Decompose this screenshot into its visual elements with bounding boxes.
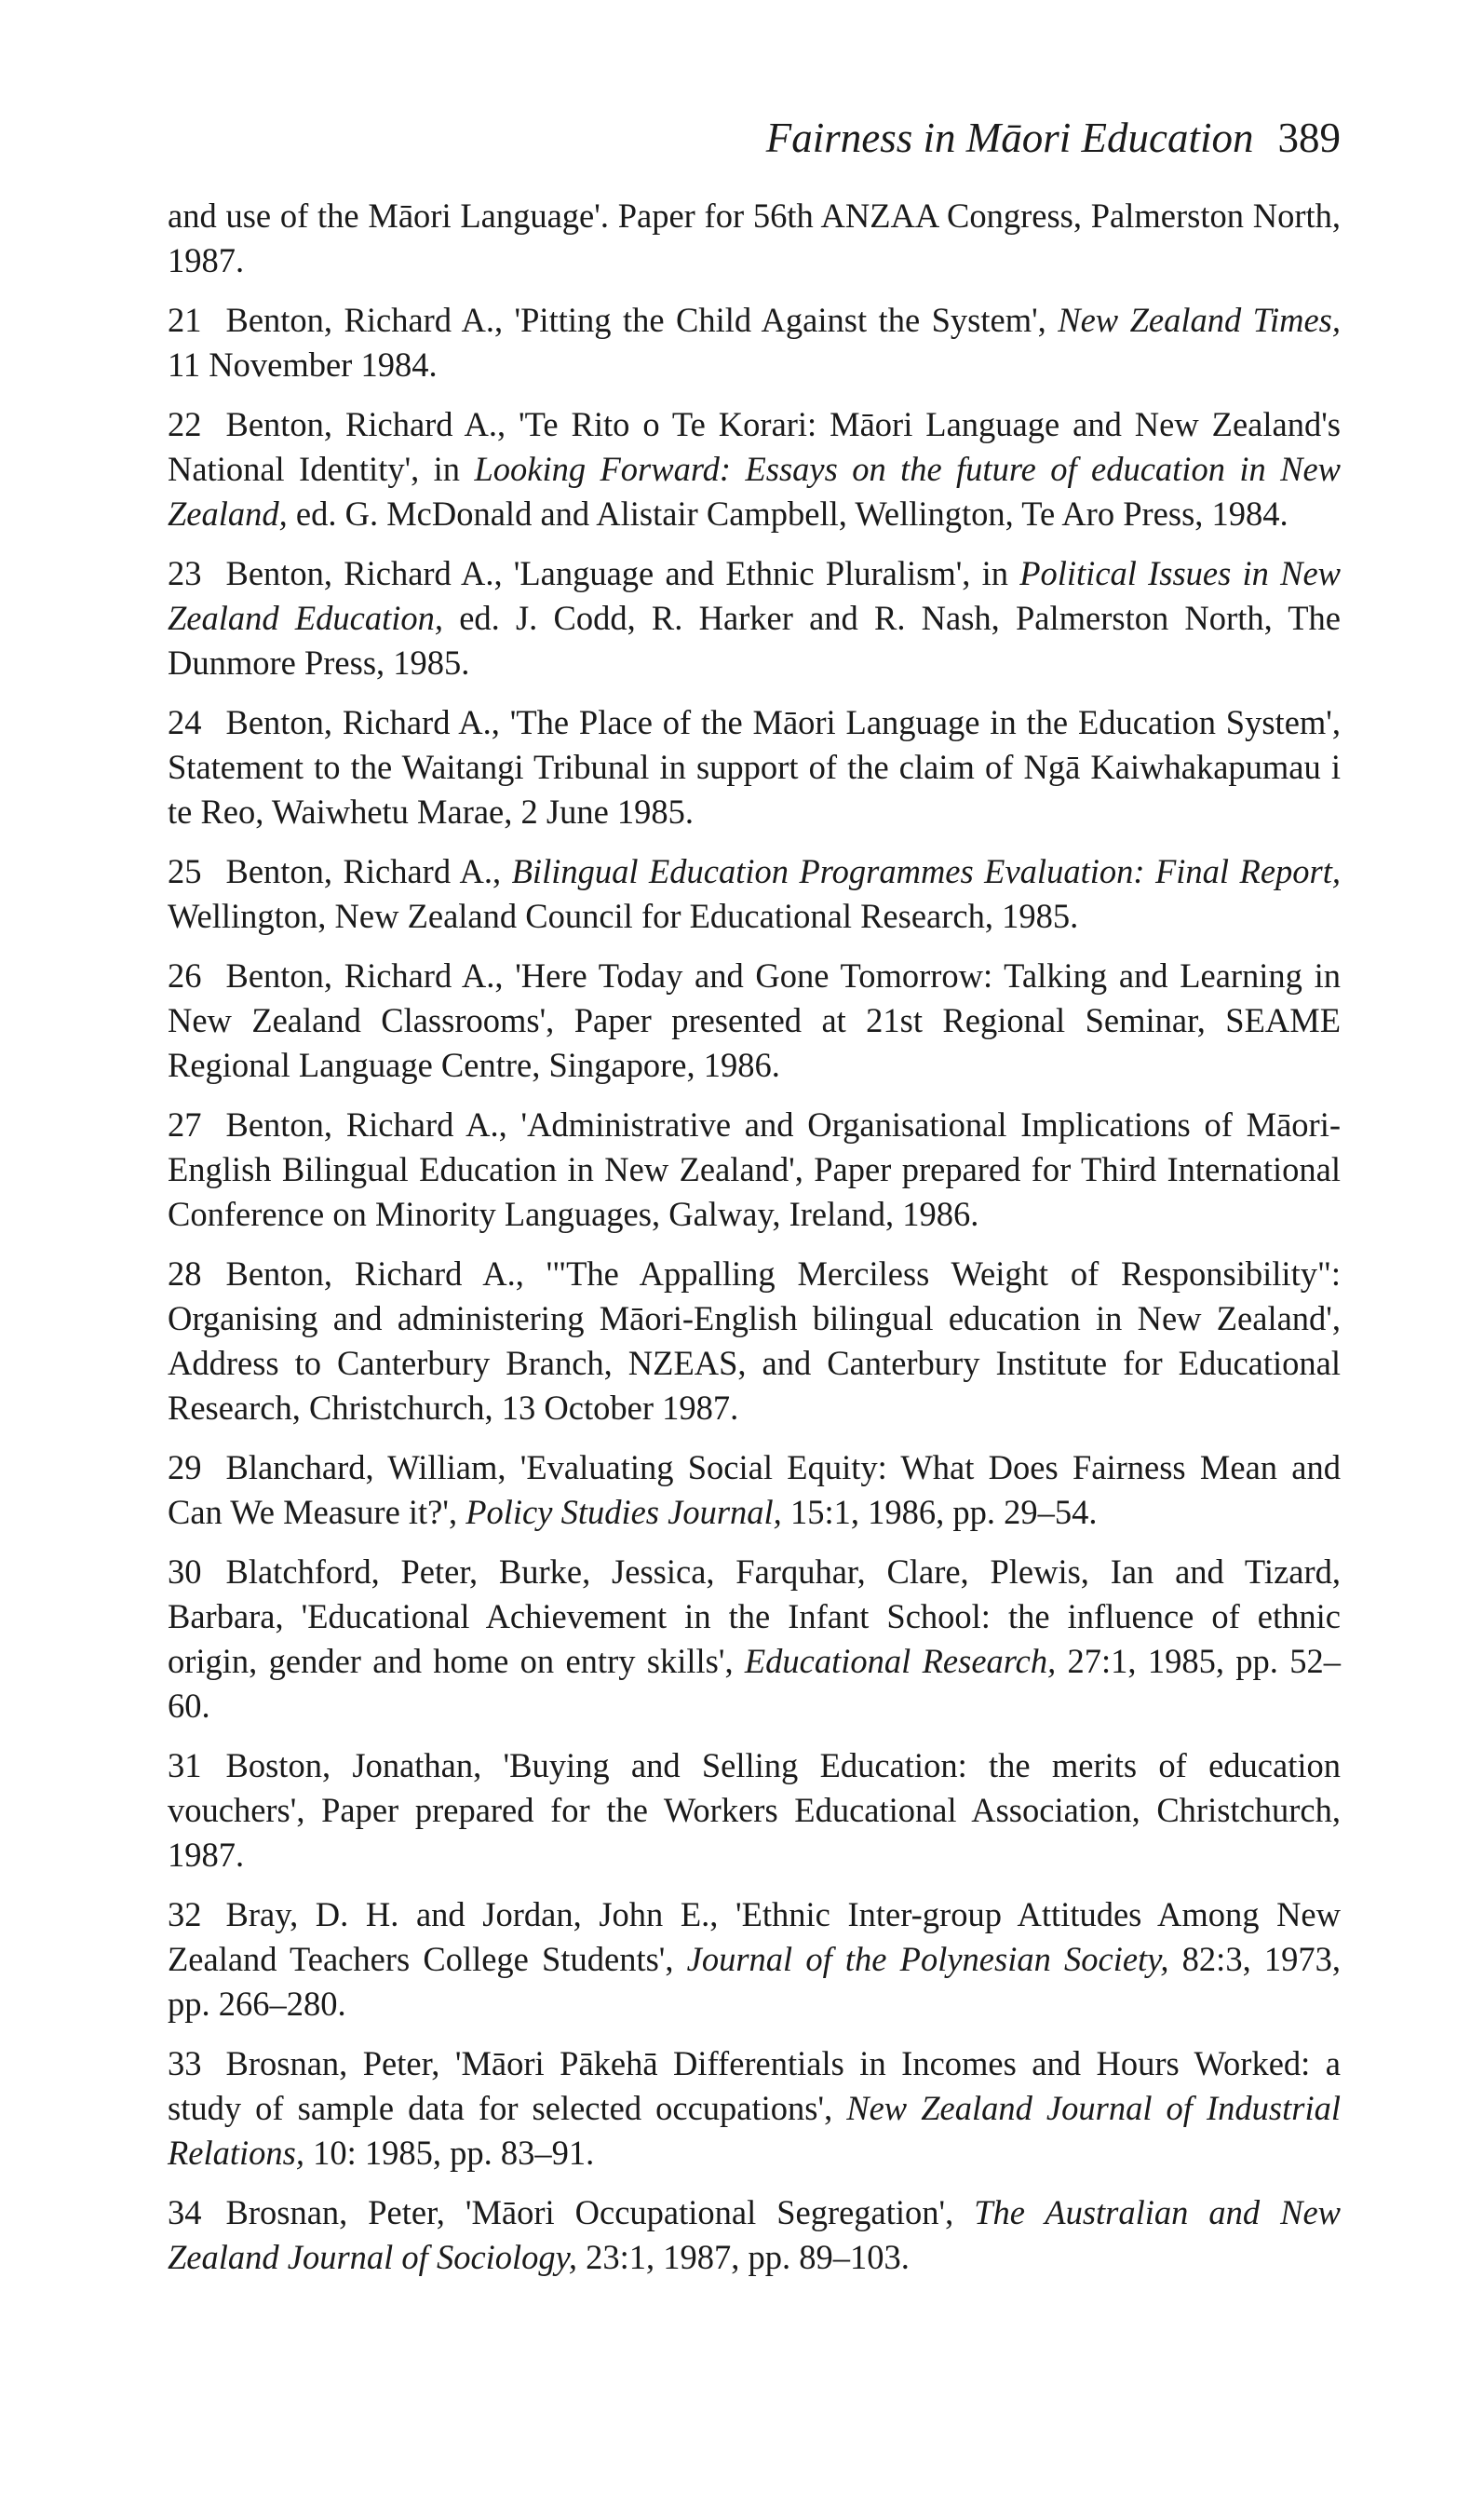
reference-title-italic: The Australian and New Zealand Journal of Sociology, xyxy=(168,2193,1342,2276)
reference-entry xyxy=(168,298,1341,387)
reference-entry xyxy=(168,2041,1341,2176)
reference-number: 29 xyxy=(168,1448,202,1486)
reference-number: 24 xyxy=(168,703,202,741)
reference-number: 21 xyxy=(168,301,202,339)
reference-number: 22 xyxy=(168,405,202,443)
reference-title-italic: Political Issues in New Zealand Education, xyxy=(168,554,1341,637)
reference-text: Brosnan, Peter, 'Māori Occupational Segregation', xyxy=(225,2193,975,2231)
reference-text: 11 November 1984. xyxy=(168,346,438,384)
reference-text: Benton, Richard A., 'The Place of the Māori Language in the Education System', Statement to the Waitangi Tribunal in support of the claim of Ngā Kaiwhakapumau i te Reo, Waiwhetu Marae, 2 June 1985. xyxy=(168,703,1341,831)
reference-text: 27:1, 1985, pp. 52–60. xyxy=(168,1642,1341,1725)
reference-title-italic: Bilingual Education Programmes Evaluation: Final Report, xyxy=(511,852,1342,890)
reference-text: Boston, Jonathan, 'Buying and Selling Education: the merits of education vouchers', Paper prepared for the Workers Educational Association, Christchurch, 1987. xyxy=(168,1746,1341,1874)
reference-text: ed. G. McDonald and Alistair Campbell, Wellington, Te Aro Press, 1984. xyxy=(287,495,1288,533)
reference-text: Benton, Richard A., 'Language and Ethnic Pluralism', in xyxy=(225,554,1020,592)
reference-list xyxy=(168,194,1341,2295)
reference-number: 25 xyxy=(168,852,202,890)
reference-number: 32 xyxy=(168,1895,202,1933)
reference-entry xyxy=(168,700,1341,834)
reference-title-italic: Journal of the Polynesian Society, xyxy=(686,1940,1169,1978)
reference-text: 10: 1985, pp. 83–91. xyxy=(304,2134,595,2172)
page-number: 389 xyxy=(1277,115,1341,161)
reference-text: Wellington, New Zealand Council for Educational Research, 1985. xyxy=(168,897,1079,935)
reference-text: Blanchard, William, 'Evaluating Social Equity: What Does Fairness Mean and Can We Measure it?', xyxy=(168,1448,1341,1531)
reference-text: Benton, Richard A., 'Te Rito o Te Korari: Māori Language and New Zealand's National Identity', in xyxy=(168,405,1341,488)
reference-text: Blatchford, Peter, Burke, Jessica, Farquhar, Clare, Plewis, Ian and Tizard, Barbara, 'Educational Achievement in the Infant School: the influence of ethnic origin, gender and home on entry skills', xyxy=(168,1552,1341,1680)
reference-number: 33 xyxy=(168,2044,202,2082)
reference-text: and use of the Māori Language'. Paper for 56th ANZAA Congress, Palmerston North, 1987. xyxy=(168,197,1341,279)
reference-text: 15:1, 1986, pp. 29–54. xyxy=(781,1493,1098,1531)
reference-number: 31 xyxy=(168,1746,202,1784)
reference-entry xyxy=(168,1743,1341,1878)
reference-title-italic: Policy Studies Journal, xyxy=(465,1493,782,1531)
reference-entry xyxy=(168,551,1341,685)
reference-text: Benton, Richard A., 'Pitting the Child Against the System', xyxy=(225,301,1059,339)
reference-text: 82:3, 1973, pp. 266–280. xyxy=(168,1940,1341,2023)
running-head xyxy=(168,110,1341,166)
reference-title-italic: New Zealand Journal of Industrial Relations, xyxy=(168,2089,1341,2172)
reference-text: 23:1, 1987, pp. 89–103. xyxy=(577,2238,910,2276)
reference-text: Brosnan, Peter, 'Māori Pākehā Differentials in Incomes and Hours Worked: a study of sample data for selected occupations', xyxy=(168,2044,1341,2127)
reference-text: Benton, Richard A., 'Here Today and Gone Tomorrow: Talking and Learning in New Zealand Classrooms', Paper presented at 21st Regional Seminar, SEAME Regional Language Centre, Singapore, 1986. xyxy=(168,956,1341,1084)
reference-entry xyxy=(168,1252,1341,1430)
reference-number: 28 xyxy=(168,1254,202,1293)
reference-number: 26 xyxy=(168,956,202,995)
reference-entry xyxy=(168,849,1341,939)
reference-entry xyxy=(168,194,1341,283)
reference-text: Benton, Richard A., xyxy=(225,852,512,890)
reference-text: Benton, Richard A., 'Administrative and Organisational Implications of Māori-English Bilingual Education in New Zealand', Paper prepared for Third International Conference on Minority Languages, Galway, Ireland, 1986. xyxy=(168,1105,1341,1233)
reference-title-italic: Educational Research, xyxy=(744,1642,1057,1680)
reference-number: 34 xyxy=(168,2193,202,2231)
reference-number: 27 xyxy=(168,1105,202,1144)
reference-title-italic: Looking Forward: Essays on the future of education in New Zealand, xyxy=(168,450,1341,533)
reference-entry xyxy=(168,1445,1341,1535)
reference-text: ed. J. Codd, R. Harker and R. Nash, Palmerston North, The Dunmore Press, 1985. xyxy=(168,599,1342,682)
reference-entry xyxy=(168,1550,1341,1728)
reference-entry xyxy=(168,2190,1341,2280)
reference-title-italic: New Zealand Times, xyxy=(1058,301,1341,339)
reference-entry xyxy=(168,402,1341,536)
reference-entry xyxy=(168,1103,1341,1237)
reference-entry xyxy=(168,954,1341,1088)
running-head-title: Fairness in Māori Education xyxy=(765,115,1254,161)
reference-text: Bray, D. H. and Jordan, John E., 'Ethnic Inter-group Attitudes Among New Zealand Teachers College Students', xyxy=(168,1895,1341,1978)
reference-number: 30 xyxy=(168,1552,202,1591)
reference-text: Benton, Richard A., '"The Appalling Merciless Weight of Responsibility": Organising and administering Māori-English bilingual education in New Zealand', Address to Canterbury Branch, NZEAS, and Canterbury Institute for Educational Research, Christchurch, 13 October 1987. xyxy=(168,1254,1341,1427)
reference-entry xyxy=(168,1892,1341,2027)
reference-number: 23 xyxy=(168,554,202,592)
